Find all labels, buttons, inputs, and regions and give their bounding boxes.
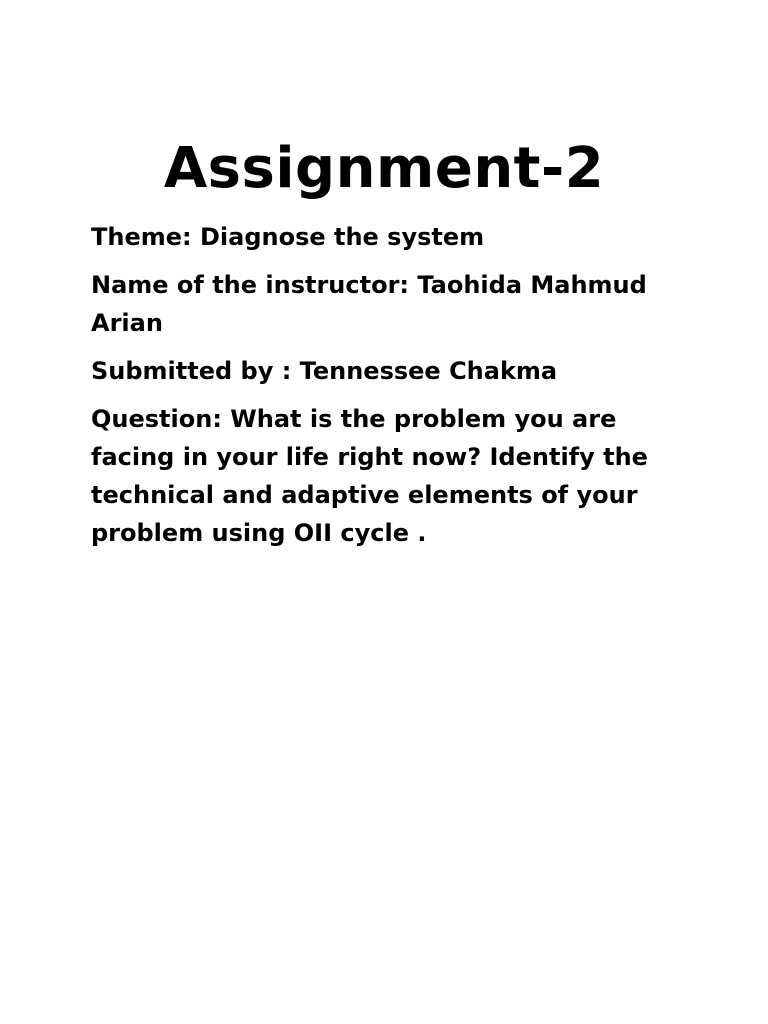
- document-body: [91, 218, 671, 562]
- page-title: Assignment-2: [163, 135, 605, 201]
- question-paragraph: Question: What is the problem you are facing in your life right now? Identify the technical and adaptive elements of your problem using OII cycle .: [91, 405, 648, 547]
- theme-line: Theme: Diagnose the system: [91, 223, 485, 251]
- instructor-line: Name of the instructor: Taohida Mahmud Arian: [91, 271, 647, 337]
- submitted-by-line: Submitted by : Tennessee Chakma: [91, 357, 558, 385]
